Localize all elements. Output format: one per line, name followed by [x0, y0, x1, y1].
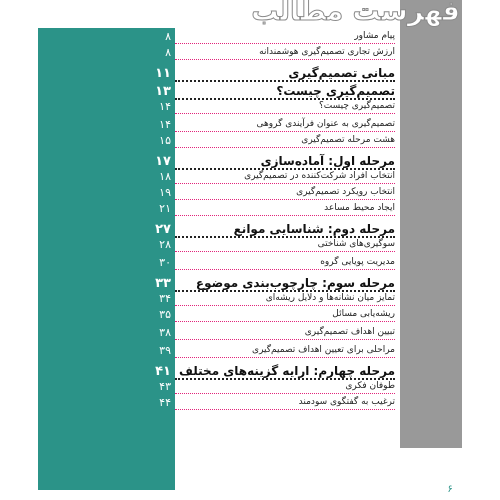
toc-entry-title: مبانی تصمیم‌گیری	[288, 66, 395, 80]
toc-chapter-entry	[175, 82, 395, 100]
dotted-leader	[175, 199, 395, 200]
toc-entry	[175, 396, 395, 410]
toc-entry	[175, 238, 395, 252]
toc-page-number: ۱۵	[159, 134, 171, 147]
toc-page-number: ۸	[165, 46, 171, 59]
toc-page-number: ۱۱	[155, 66, 171, 81]
toc-page-number: ۴۱	[155, 364, 171, 379]
toc-page-number: ۳۴	[159, 292, 171, 305]
toc-entry-title: ترغیب به گفتگوی سودمند	[298, 397, 395, 407]
dotted-leader	[175, 393, 395, 394]
toc-entry	[175, 118, 395, 132]
toc-entry-title: مرحله چهارم: ارایه گزینه‌های مختلف	[178, 364, 395, 378]
toc-page-number: ۱۹	[159, 186, 171, 199]
toc-page-number: ۸	[165, 30, 171, 43]
dotted-leader	[175, 113, 395, 114]
toc-page-number: ۲۸	[159, 238, 171, 251]
dotted-leader	[175, 59, 395, 60]
toc-entry-title: هشت مرحله تصمیم‌گیری	[301, 135, 395, 145]
toc-entry	[175, 46, 395, 60]
toc-entry	[175, 292, 395, 306]
toc-chapter-entry	[175, 362, 395, 380]
toc-entry	[175, 186, 395, 200]
toc-entry	[175, 202, 395, 216]
toc-page-number: ۳۰	[159, 256, 171, 269]
dotted-leader	[175, 183, 395, 184]
toc-chapter-entry	[175, 152, 395, 170]
toc-entry-title: ارزش تجاری تصمیم‌گیری هوشمندانه	[259, 47, 395, 57]
toc-entry-title: تبیین اهداف تصمیم‌گیری	[304, 327, 395, 337]
dotted-leader	[175, 251, 395, 252]
toc-page-number: ۱۴	[159, 118, 171, 131]
dotted-leader	[175, 357, 395, 358]
toc-entry-title: طوفان فکری	[345, 381, 395, 391]
toc-page-number: ۴۴	[159, 396, 171, 409]
toc-entry-title: تصمیم‌گیری چیست؟	[318, 101, 395, 111]
toc-entry-title: تمایز میان نشانه‌ها و دلایل ریشه‌ای	[265, 293, 395, 303]
toc-entry-title: انتخاب افراد شرکت‌کننده در تصمیم‌گیری	[244, 171, 395, 181]
toc-entry-title: پیام مشاور	[354, 31, 395, 41]
toc-entry	[175, 326, 395, 340]
toc-page-number: ۳۳	[155, 276, 171, 291]
toc-chapter-entry	[175, 220, 395, 238]
toc-page-number: ۲۱	[159, 202, 171, 215]
toc-entry	[175, 308, 395, 322]
toc-entry	[175, 256, 395, 270]
toc-chapter-entry	[175, 64, 395, 82]
dotted-leader	[175, 339, 395, 340]
dotted-leader	[175, 147, 395, 148]
dotted-leader	[175, 131, 395, 132]
toc-entry	[175, 100, 395, 114]
toc-entry-title: ریشه‌یابی مسائل	[332, 309, 395, 319]
toc-entry	[175, 380, 395, 394]
toc-page-number: ۳۹	[159, 344, 171, 357]
toc-page-number: ۳۵	[159, 308, 171, 321]
toc-page-number: ۳۸	[159, 326, 171, 339]
toc-page-number: ۱۴	[159, 100, 171, 113]
toc-entry-title: مرحله سوم: چارچوب‌بندی موضوع	[195, 276, 395, 290]
toc-entry-title: مرحله دوم: شناسایی موانع	[233, 222, 395, 236]
toc-entry-title: انتخاب رویکرد تصمیم‌گیری	[296, 187, 395, 197]
page-title: فهرست مطالب	[251, 0, 460, 27]
toc-entry	[175, 170, 395, 184]
dotted-leader	[175, 305, 395, 306]
toc-entry-title: تصمیم‌گیری به عنوان فرآیندی گروهی	[256, 119, 395, 129]
toc-entry-title: ایجاد محیط مساعد	[324, 203, 395, 213]
toc-entry	[175, 134, 395, 148]
toc-page-number: ۱۸	[159, 170, 171, 183]
toc-entry-title: مراحلی برای تعیین اهداف تصمیم‌گیری	[252, 345, 395, 355]
toc-page-number: ۱۳	[155, 84, 171, 99]
dotted-leader	[175, 321, 395, 322]
toc-chapter-entry	[175, 274, 395, 292]
toc-entry	[175, 30, 395, 44]
toc-entry-title: مدیریت پویایی گروه	[320, 257, 395, 267]
toc-entry	[175, 344, 395, 358]
footer-page-number: ۶	[447, 484, 453, 495]
dotted-leader	[175, 43, 395, 44]
toc-page-number: ۱۷	[155, 154, 171, 169]
toc-page-number: ۴۳	[159, 380, 171, 393]
dotted-leader	[175, 215, 395, 216]
dotted-leader	[175, 269, 395, 270]
toc-page-number: ۲۷	[155, 222, 171, 237]
toc-entry-title: سوگیری‌های شناختی	[317, 239, 395, 249]
toc-entry-title: مرحله اول: آماده‌سازی	[260, 154, 395, 168]
toc-entry-title: تصمیم‌گیری چیست؟	[276, 84, 395, 98]
dotted-leader	[175, 409, 395, 410]
